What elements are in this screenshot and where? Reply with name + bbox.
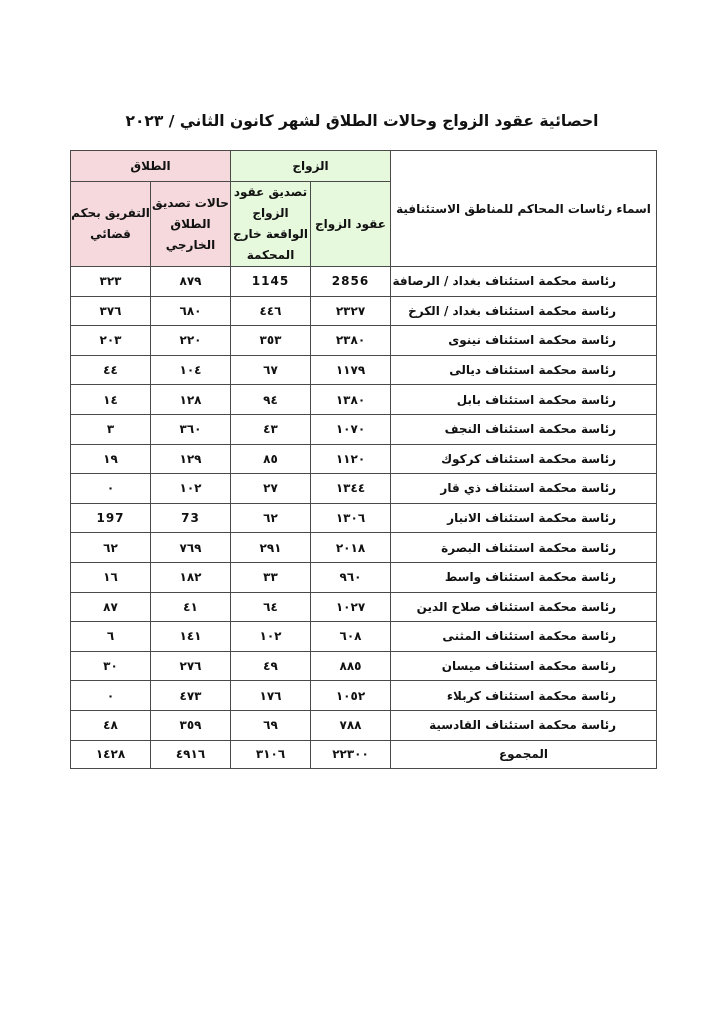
table-row (71, 267, 657, 297)
marriage-ratification-header: تصديق عقود الزواج الواقعة خارج المحكمة (231, 182, 311, 267)
marriage-ratification-value: ١٧٦ (231, 681, 311, 711)
foreign-divorce-header: حالات تصديق الطلاق الخارجي (151, 182, 231, 267)
foreign-divorce-value: ١٢٩ (151, 444, 231, 474)
judicial-separation-value: 197 (71, 503, 151, 533)
marriage-ratification-value: ٦٩ (231, 710, 311, 740)
total-label: المجموع (391, 740, 657, 768)
marriage-contracts-value: ١١٧٩ (311, 355, 391, 385)
judicial-separation-value: ٦ (71, 622, 151, 652)
marriage-ratification-value: ٩٤ (231, 385, 311, 415)
court-name: رئاسة محكمة استئناف بابل (391, 385, 657, 415)
marriage-contracts-value: ٧٨٨ (311, 710, 391, 740)
court-name: رئاسة محكمة استئناف ديالى (391, 355, 657, 385)
court-name: رئاسة محكمة استئناف القادسية (391, 710, 657, 740)
page-title: احصائية عقود الزواج وحالات الطلاق لشهر كانون الثاني / ٢٠٢٣ (125, 112, 599, 130)
table-row (71, 385, 657, 415)
marriage-ratification-value: ٤٩ (231, 651, 311, 681)
marriage-contracts-header: عقود الزواج (311, 182, 391, 267)
judicial-separation-value: ٢٠٣ (71, 326, 151, 356)
court-name: رئاسة محكمة استئناف البصرة (391, 533, 657, 563)
marriage-ratification-value: ٢٩١ (231, 533, 311, 563)
court-name: رئاسة محكمة استئناف المثنى (391, 622, 657, 652)
marriage-ratification-value: 1145 (231, 267, 311, 297)
table-row (71, 414, 657, 444)
marriage-ratification-value: ٦٢ (231, 503, 311, 533)
marriage-contracts-value: ١١٢٠ (311, 444, 391, 474)
marriage-ratification-value: ٣٥٣ (231, 326, 311, 356)
marriage-group-header: الزواج (231, 151, 391, 182)
foreign-divorce-value: ٧٦٩ (151, 533, 231, 563)
table-row (71, 355, 657, 385)
judicial-separation-value: ٣٧٦ (71, 296, 151, 326)
marriage-contracts-value: ٢٣٢٧ (311, 296, 391, 326)
marriage-contracts-value: ٢٠١٨ (311, 533, 391, 563)
table-row (71, 592, 657, 622)
table-row (71, 562, 657, 592)
marriage-contracts-value: ٢٣٨٠ (311, 326, 391, 356)
marriage-contracts-value: ١٠٥٢ (311, 681, 391, 711)
judicial-separation-value: ٦٢ (71, 533, 151, 563)
table-row (71, 296, 657, 326)
court-name: رئاسة محكمة استئناف ذي قار (391, 474, 657, 504)
court-name: رئاسة محكمة استئناف نينوى (391, 326, 657, 356)
foreign-divorce-value: ١٤١ (151, 622, 231, 652)
marriage-ratification-value: ٣٣ (231, 562, 311, 592)
total-marriage-contracts: ٢٢٣٠٠ (311, 740, 391, 768)
judicial-separation-value: ٠ (71, 474, 151, 504)
court-name: رئاسة محكمة استئناف كركوك (391, 444, 657, 474)
court-name: رئاسة محكمة استئناف بغداد / الرصافة (391, 267, 657, 297)
table-row (71, 622, 657, 652)
marriage-ratification-value: ٨٥ (231, 444, 311, 474)
court-name: رئاسة محكمة استئناف واسط (391, 562, 657, 592)
foreign-divorce-value: ١٢٨ (151, 385, 231, 415)
court-name: رئاسة محكمة استئناف كربلاء (391, 681, 657, 711)
foreign-divorce-value: ٤٧٣ (151, 681, 231, 711)
marriage-ratification-value: ٤٤٦ (231, 296, 311, 326)
judicial-separation-value: ٤٤ (71, 355, 151, 385)
foreign-divorce-value: ٨٧٩ (151, 267, 231, 297)
marriage-ratification-value: ٤٣ (231, 414, 311, 444)
table-row (71, 474, 657, 504)
foreign-divorce-value: ٤١ (151, 592, 231, 622)
marriage-ratification-value: ١٠٢ (231, 622, 311, 652)
foreign-divorce-value: ١٠٢ (151, 474, 231, 504)
judicial-separation-value: ١٩ (71, 444, 151, 474)
divorce-group-header: الطلاق (71, 151, 231, 182)
foreign-divorce-value: ٦٨٠ (151, 296, 231, 326)
marriage-contracts-value: 2856 (311, 267, 391, 297)
foreign-divorce-value: ١٨٢ (151, 562, 231, 592)
foreign-divorce-value: ٣٥٩ (151, 710, 231, 740)
marriage-contracts-value: ١٠٢٧ (311, 592, 391, 622)
judicial-separation-value: ٠ (71, 681, 151, 711)
marriage-contracts-value: ٨٨٥ (311, 651, 391, 681)
total-row (71, 740, 657, 768)
judicial-separation-value: ٣ (71, 414, 151, 444)
foreign-divorce-value: ٢٢٠ (151, 326, 231, 356)
table-row (71, 651, 657, 681)
marriage-contracts-value: ١٣٠٦ (311, 503, 391, 533)
table-row (71, 444, 657, 474)
marriage-ratification-value: ٦٤ (231, 592, 311, 622)
marriage-contracts-value: ١٠٧٠ (311, 414, 391, 444)
court-name: رئاسة محكمة استئناف النجف (391, 414, 657, 444)
judicial-separation-value: ٣٢٣ (71, 267, 151, 297)
marriage-contracts-value: ٦٠٨ (311, 622, 391, 652)
judicial-separation-value: ٤٨ (71, 710, 151, 740)
total-foreign-divorce: ٤٩١٦ (151, 740, 231, 768)
judicial-separation-value: ١٤ (71, 385, 151, 415)
table-row (71, 533, 657, 563)
marriage-contracts-value: ١٣٨٠ (311, 385, 391, 415)
court-name: رئاسة محكمة استئناف الانبار (391, 503, 657, 533)
foreign-divorce-value: ١٠٤ (151, 355, 231, 385)
marriage-contracts-value: ٩٦٠ (311, 562, 391, 592)
table-row (71, 503, 657, 533)
statistics-table (70, 150, 657, 769)
marriage-ratification-value: ٦٧ (231, 355, 311, 385)
table-row (71, 681, 657, 711)
table-row (71, 710, 657, 740)
court-name: رئاسة محكمة استئناف بغداد / الكرخ (391, 296, 657, 326)
judicial-separation-header: التفريق بحكم قضائي (71, 182, 151, 267)
judicial-separation-value: ٣٠ (71, 651, 151, 681)
court-name: رئاسة محكمة استئناف صلاح الدين (391, 592, 657, 622)
judicial-separation-value: ٨٧ (71, 592, 151, 622)
judicial-separation-value: ١٦ (71, 562, 151, 592)
foreign-divorce-value: ٢٧٦ (151, 651, 231, 681)
marriage-ratification-value: ٢٧ (231, 474, 311, 504)
marriage-contracts-value: ١٣٤٤ (311, 474, 391, 504)
total-marriage-ratification: ٣١٠٦ (231, 740, 311, 768)
table-row (71, 326, 657, 356)
court-name: رئاسة محكمة استئناف ميسان (391, 651, 657, 681)
court-name-header: اسماء رئاسات المحاكم للمناطق الاستئنافية (391, 151, 657, 267)
foreign-divorce-value: ٣٦٠ (151, 414, 231, 444)
foreign-divorce-value: 73 (151, 503, 231, 533)
total-judicial-separation: ١٤٢٨ (71, 740, 151, 768)
